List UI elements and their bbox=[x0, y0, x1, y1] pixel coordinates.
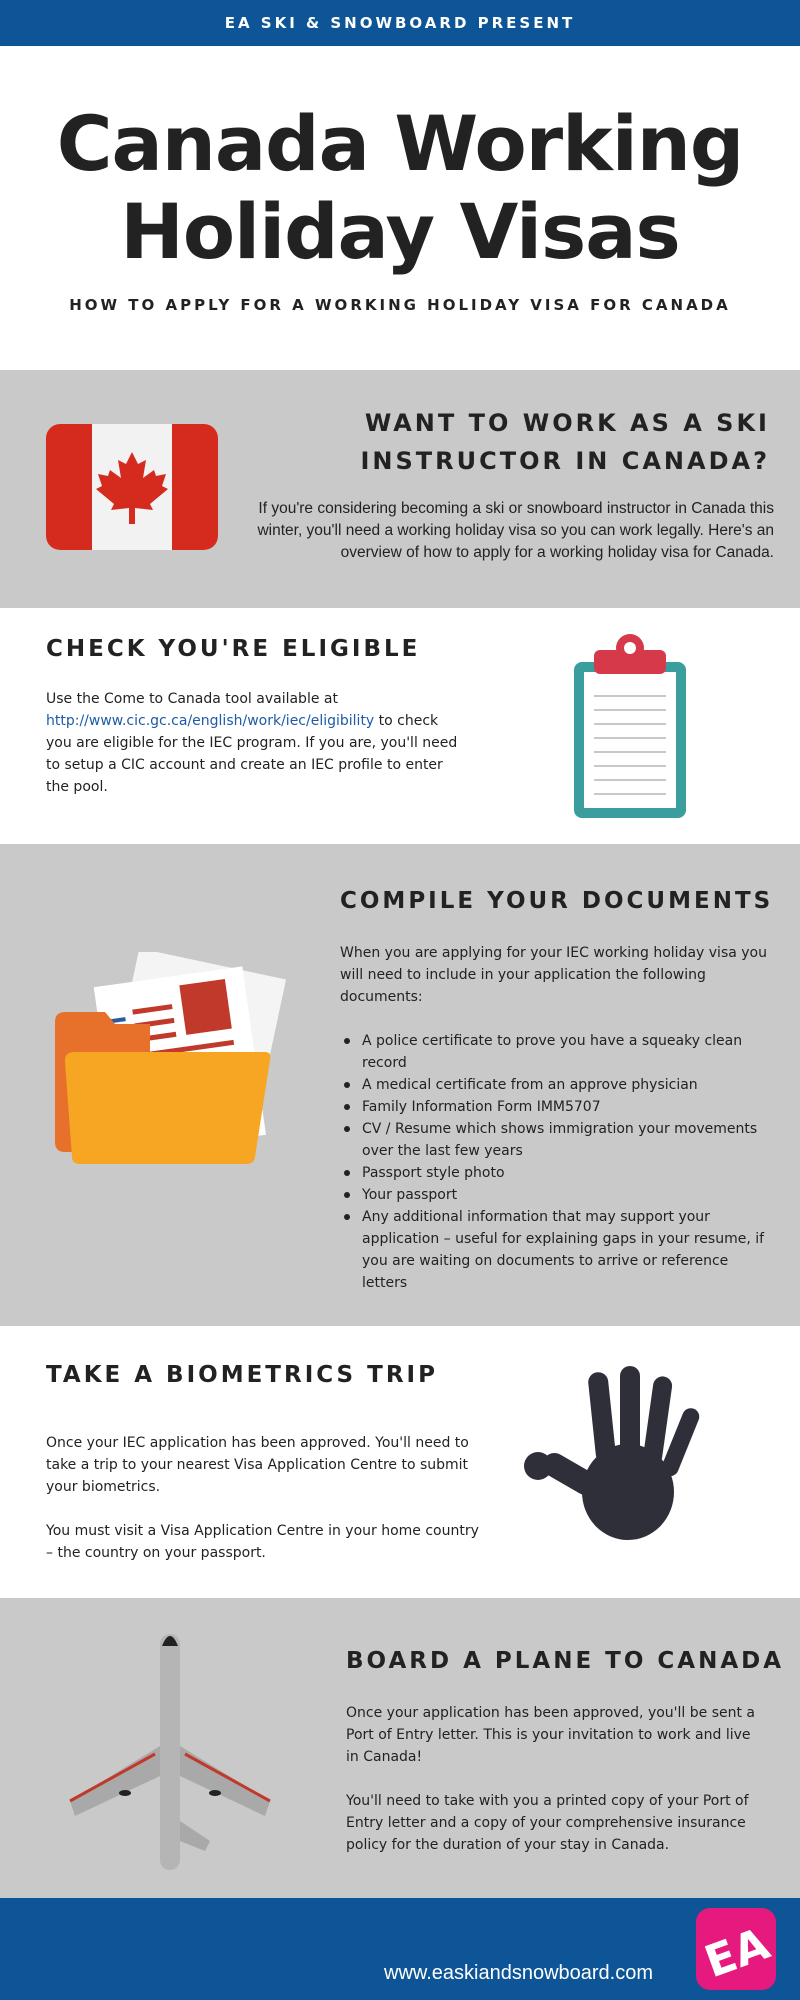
eligibility-link[interactable]: http://www.cic.gc.ca/english/work/iec/eligibility bbox=[46, 713, 375, 729]
intro-heading bbox=[270, 404, 770, 480]
biometrics-section bbox=[0, 1326, 800, 1598]
list-item: A medical certificate from an approve physician bbox=[340, 1074, 772, 1096]
hero bbox=[0, 46, 800, 370]
logo-text: EA bbox=[698, 1918, 776, 1989]
biometrics-text-1: Once your IEC application has been approved. You'll need to take a trip to your nearest Visa Application Centre to submit your biometrics. bbox=[46, 1435, 469, 1495]
list-item: Your passport bbox=[340, 1184, 772, 1206]
airplane-icon bbox=[60, 1626, 280, 1876]
banner-text: EA SKI & SNOWBOARD PRESENT bbox=[224, 14, 576, 32]
clipboard-icon bbox=[568, 632, 692, 822]
top-banner bbox=[0, 0, 800, 46]
plane-heading: BOARD A PLANE TO CANADA bbox=[346, 1648, 785, 1674]
handprint-icon bbox=[520, 1362, 720, 1552]
eligible-section bbox=[0, 608, 800, 844]
documents-list bbox=[340, 1030, 772, 1294]
list-item: A police certificate to prove you have a squeaky clean record bbox=[340, 1030, 772, 1074]
eligible-text bbox=[46, 688, 466, 798]
biometrics-heading: TAKE A BIOMETRICS TRIP bbox=[46, 1362, 438, 1388]
documents-heading: COMPILE YOUR DOCUMENTS bbox=[340, 888, 774, 914]
canada-flag-icon bbox=[46, 424, 218, 550]
plane-text-1: Once your application has been approved, you'll be sent a Port of Entry letter. This is your invitation to work and live in Canada! bbox=[346, 1705, 755, 1765]
page-title bbox=[0, 100, 800, 276]
folder-icon bbox=[50, 952, 290, 1172]
intro-heading-line-2: INSTRUCTOR IN CANADA? bbox=[360, 447, 770, 475]
eligible-heading: CHECK YOU'RE ELIGIBLE bbox=[46, 636, 421, 662]
footer bbox=[0, 1898, 800, 2000]
intro-text: If you're considering becoming a ski or snowboard instructor in Canada this winter, you'll need a working holiday visa so you can work legally. Here's an overview of how to apply for a working holiday visa for Canada. bbox=[257, 500, 774, 561]
intro-section bbox=[0, 370, 800, 608]
list-item: CV / Resume which shows immigration your movements over the last few years bbox=[340, 1118, 772, 1162]
eligible-text-after: to check you are eligible for the IEC program. If you are, you'll need to setup a CIC account and create an IEC profile to enter the pool. bbox=[46, 713, 458, 795]
title-line-1: Canada Working bbox=[56, 99, 744, 188]
eligible-text-before: Use the Come to Canada tool available at bbox=[46, 691, 338, 707]
page-subtitle: HOW TO APPLY FOR A WORKING HOLIDAY VISA FOR CANADA bbox=[69, 296, 731, 314]
biometrics-text-2: You must visit a Visa Application Centre in your home country – the country on your passport. bbox=[46, 1523, 479, 1561]
list-item: Family Information Form IMM5707 bbox=[340, 1096, 772, 1118]
intro-heading-line-1: WANT TO WORK AS A SKI bbox=[364, 409, 770, 437]
list-item: Passport style photo bbox=[340, 1162, 772, 1184]
list-item: Any additional information that may support your application – useful for explaining gaps in your resume, if you are waiting on documents to arrive or reference letters bbox=[340, 1206, 772, 1294]
plane-section bbox=[0, 1598, 800, 1898]
footer-url-link[interactable]: www.easkiandsnowboard.com bbox=[384, 1962, 654, 1984]
documents-section bbox=[0, 844, 800, 1326]
ea-logo-icon bbox=[696, 1908, 776, 1990]
title-line-2: Holiday Visas bbox=[120, 187, 680, 276]
documents-intro: When you are applying for your IEC working holiday visa you will need to include in your application the following documents: bbox=[340, 945, 767, 1005]
plane-text-2: You'll need to take with you a printed copy of your Port of Entry letter and a copy of your comprehensive insurance policy for the duration of your stay in Canada. bbox=[346, 1793, 749, 1853]
